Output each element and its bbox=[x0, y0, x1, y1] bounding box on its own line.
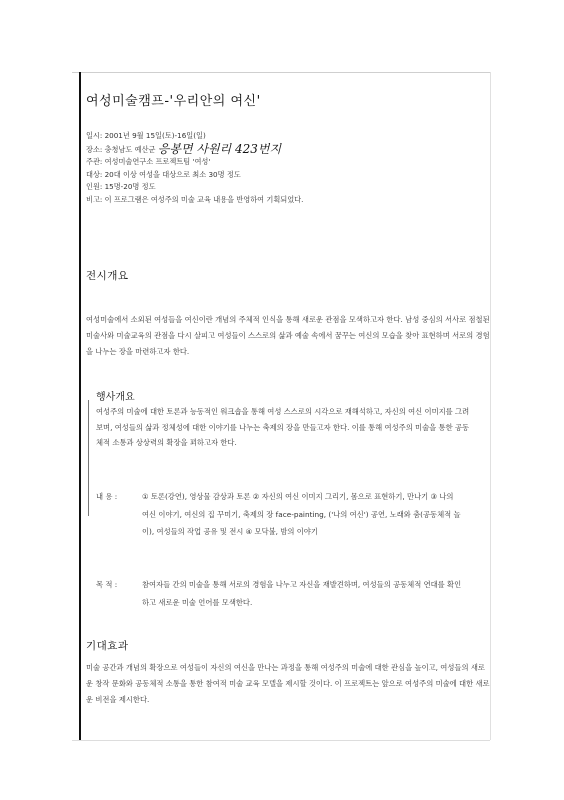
event-section-bracket bbox=[88, 400, 89, 516]
page-border-left bbox=[79, 72, 81, 740]
section-title-event: 행사개요 bbox=[96, 392, 135, 403]
event-goal-item bbox=[96, 576, 476, 616]
info-place-handwritten: 응봉면 사원리 423번지 bbox=[157, 142, 282, 156]
goal-label: 목 적 : bbox=[96, 580, 118, 589]
info-place bbox=[86, 143, 486, 157]
content-label: 내 용 : bbox=[96, 492, 118, 501]
section-title-exhibition: 전시개요 bbox=[86, 270, 129, 282]
info-place-prefix: 장소: 충청남도 예산군 bbox=[86, 144, 156, 154]
info-fee: 인원: 15명-20명 정도 bbox=[86, 182, 156, 192]
info-target: 대상: 20대 이상 여성을 대상으로 최소 30명 정도 bbox=[86, 169, 241, 179]
page-border-top bbox=[72, 72, 490, 73]
expected-text: 미술 공간과 개념의 확장으로 여성들이 자신의 여신을 만나는 과정을 통해 여성주의 미술에 대한 관심을 높이고, 여성들의 새로운 창작 문화와 공동체적 소통을 통한 참여적 미술 교육 모델을 제시할 것이다. 이 프로젝트는 앞으로 여성주의 미술에 대한 새로운 비전을 제시한다. bbox=[86, 663, 490, 704]
goal-text: 참여자들 간의 미술을 통해 서로의 경험을 나누고 자신을 재발견하며, 여성들의 공동체적 연대를 확인하고 새로운 미술 언어를 모색한다. bbox=[142, 580, 462, 607]
event-text: 여성주의 미술에 대한 토론과 능동적인 워크숍을 통해 여성 스스로의 시각으로 재해석하고, 자신의 여신 이미지를 그려보며, 여성들의 삶과 정체성에 대한 이야기를 나누는 축제의 장을 만들고자 한다. 이를 통해 여성주의 미술을 통한 공동체적 소통과 상상력의 확장을 꾀하고자 한다. bbox=[96, 407, 470, 447]
info-date: 일시: 2001년 9월 15일(토)-16일(일) bbox=[86, 131, 206, 140]
page-border-right bbox=[490, 72, 491, 740]
event-content-item bbox=[96, 488, 476, 578]
document-title: 여성미술캠프-'우리안의 여신' bbox=[86, 94, 261, 109]
info-note: 비고: 이 프로그램은 여성주의 미술 교육 내용을 반영하여 기획되었다. bbox=[86, 194, 304, 204]
content-text: ① 토론(강연), 영상물 감상과 토론 ② 자신의 여신 이미지 그리기, 몸으로 표현하기, 만나기 ③ 나의 여신 이야기, 여신의 집 꾸미기, 축제의 장 face-painting, ('나의 여신') 공연, 노래와 춤(공동체적 놀이), 여성들의 작업 공유 및 전시 ④ 모닥불, 밤의 이야기 bbox=[142, 492, 461, 536]
exhibition-text: 여성미술에서 소외된 여성들을 여신이란 개념의 주체적 인식을 통해 새로운 관점을 모색하고자 한다. 남성 중심의 서사로 점철된 미술사와 미술교육의 관점을 다시 살피고 여성들이 스스로의 삶과 예술 속에서 꿈꾸는 여신의 모습을 찾아 표현하며 서로의 경험을 나누는 장을 마련하고자 한다. bbox=[86, 315, 490, 356]
section-title-expected: 기대효과 bbox=[86, 640, 129, 652]
info-organizer: 주관: 여성미술연구소 프로젝트팀 '여성' bbox=[86, 157, 211, 167]
event-info-block bbox=[86, 130, 486, 207]
page-border-bottom bbox=[72, 740, 490, 741]
